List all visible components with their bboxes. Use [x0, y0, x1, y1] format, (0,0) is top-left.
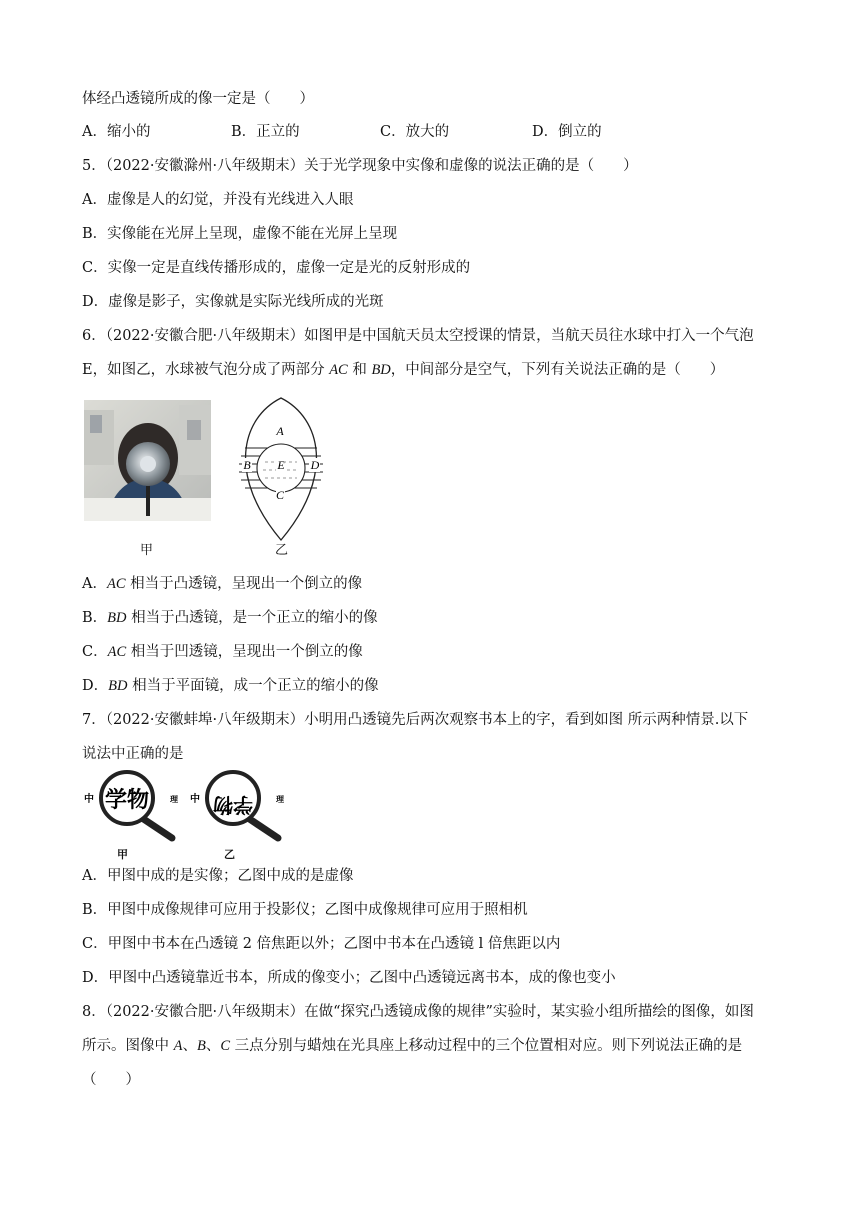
- q6-option-a: A．AC 相当于凸透镜，呈现出一个倒立的像: [82, 576, 363, 592]
- q7-option-c: C．甲图中书本在凸透镜 2 倍焦距以外；乙图中书本在凸透镜 l 倍焦距以内: [82, 936, 561, 952]
- magnifier-jia-right-char: 理: [170, 795, 178, 804]
- q4-options: [82, 122, 782, 142]
- label-c: C: [275, 488, 285, 502]
- q4-option-d: D．倒立的: [532, 124, 602, 140]
- magnifier-figure-yi: [188, 766, 288, 858]
- q7-stem-line1: 7．（2022·安徽蚌埠·八年级期末）小明用凸透镜先后两次观察书本上的字，看到如图 所示两种情景.以下: [82, 712, 749, 728]
- label-d: D: [310, 458, 320, 472]
- q5-stem: 5．（2022·安徽滁州·八年级期末）关于光学现象中实像和虚像的说法正确的是（ ）: [82, 158, 638, 174]
- q4-option-a: A．缩小的: [82, 124, 151, 140]
- q8-answer-bracket: （ ）: [82, 1072, 140, 1088]
- magnifier-caption-yi: 乙: [224, 848, 235, 861]
- q7-option-a: A．甲图中成的是实像；乙图中成的是虚像: [82, 868, 354, 884]
- q8-stem-line2: 所示。图像中 A、B、C 三点分别与蜡烛在光具座上移动过程中的三个位置相对应。则下列说法正确的是: [82, 1038, 743, 1054]
- label-e: E: [277, 458, 285, 472]
- q7-option-b: B．甲图中成像规律可应用于投影仪；乙图中成像规律可应用于照相机: [82, 902, 528, 918]
- magnifier-yi-right-char: 理: [276, 795, 284, 804]
- water-ball-diagram: [229, 396, 333, 542]
- magnifier-figure-jia: [82, 766, 182, 858]
- q6-option-b: B．BD 相当于凸透镜，是一个正立的缩小的像: [82, 610, 378, 626]
- q7-stem-line2: 说法中正确的是: [82, 746, 184, 762]
- q4-option-c: C．放大的: [380, 124, 450, 140]
- magnifier-jia-left-char: 中: [84, 794, 94, 805]
- q5-option-c: C．实像一定是直线传播形成的，虚像一定是光的反射形成的: [82, 260, 471, 276]
- q5-option-a: A．虚像是人的幻觉，并没有光线进入人眼: [82, 192, 354, 208]
- q4-option-b: B．正立的: [231, 124, 300, 140]
- label-b: B: [243, 458, 251, 472]
- q6-option-c: C．AC 相当于凹透镜，呈现出一个倒立的像: [82, 644, 363, 660]
- astronaut-photo: [84, 400, 211, 521]
- magnifier-yi-text: 学物: [213, 793, 253, 817]
- q7-option-d: D．甲图中凸透镜靠近书本，所成的像变小；乙图中凸透镜远离书本，成的像也变小: [82, 970, 616, 986]
- q5-option-d: D．虚像是影子，实像就是实际光线所成的光斑: [82, 294, 384, 310]
- figure-caption-jia: 甲: [140, 543, 154, 558]
- magnifier-caption-jia: 甲: [117, 848, 128, 861]
- label-a: A: [276, 424, 284, 438]
- figure-caption-yi: 乙: [275, 543, 289, 558]
- q6-option-d: D．BD 相当于平面镜，成一个正立的缩小的像: [82, 678, 379, 694]
- q6-stem-line2: E，如图乙，水球被气泡分成了两部分 AC 和 BD，中间部分是空气，下列有关说法正确的是（ ）: [82, 362, 725, 378]
- q6-stem-line1: 6．（2022·安徽合肥·八年级期末）如图甲是中国航天员太空授课的情景，当航天员往水球中打入一个气泡: [82, 328, 754, 344]
- magnifier-yi-left-char: 中: [190, 794, 200, 805]
- q4-stem-tail: 体经凸透镜所成的像一定是（ ）: [82, 91, 314, 107]
- q5-option-b: B．实像能在光屏上呈现，虚像不能在光屏上呈现: [82, 226, 398, 242]
- q8-stem-line1: 8．（2022·安徽合肥·八年级期末）在做“探究凸透镜成像的规律”实验时，某实验小组所描绘的图像，如图: [82, 1004, 754, 1020]
- magnifier-jia-text: 学物: [104, 788, 150, 813]
